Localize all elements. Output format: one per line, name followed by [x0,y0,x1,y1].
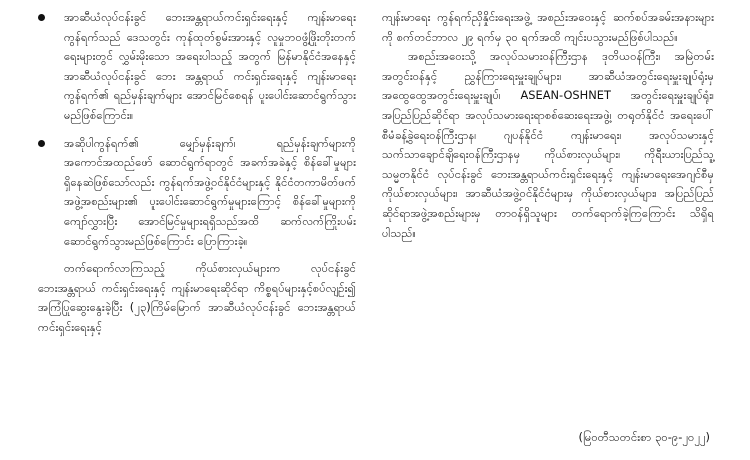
left-column [38,8,356,338]
body-paragraph: ကျန်းမာရေး ကွန်ရက်ညှိနှိုင်းရေးအဖွဲ့ အစည်းအဝေးနှင့် ဆက်စပ်အခမ်းအနားများကို စက်တင်ဘာလ ၂၉ ရက်မှ ၃၀ ရက်အထိ ကျင်းပသွားမည်ဖြစ်ပါသည်။ [382,10,714,44]
bullet-text: အာဆီယံလုပ်ငန်းခွင် ဘေးအန္တရာယ်ကင်းရှင်းရေးနှင့် ကျန်းမာရေးကွန်ရက်သည် ဒေသတွင်း ကုန်ထုတ်စွမ်းအားနှင့် လူမှုဘဝဖွံ့ဖြိုးတိုးတက်ရေးများတွင် လွှမ်းမိုးသော အရေးပါသည့် အတွက် မြန်မာနိုင်ငံအနေနှင့် အာဆီယံလုပ်ငန်းခွင် ဘေး အန္တရာယ် ကင်းရှင်းရေးနှင့် ကျန်းမာရေးကွန်ရက်၏ ရည်မှန်းချက်များ အောင်မြင်စေရန် ပူးပေါင်းဆောင်ရွက်သွားမည်ဖြစ်ကြောင်း။ [64,10,356,122]
bullet-item [38,8,356,126]
bullet-icon [38,14,45,21]
bullet-icon [38,140,45,147]
body-paragraph: တက်ရောက်လာကြသည့် ကိုယ်စားလှယ်များက လုပ်ငန်းခွင်ဘေးအန္တရာယ် ကင်းရှင်းရေးနှင့် ကျန်းမာရေးဆိုင်ရာ ကိစ္စရပ်များနှင့်စပ်လျဉ်း၍ အကြံပြုဆွေးနွေးခဲ့ပြီး (၂၃)ကြိမ်မြောက် အာဆီယံလုပ်ငန်းခွင် ဘေးအန္တရာယ်ကင်းရှင်းရေးနှင့် [38,261,356,334]
source-credit: (မြဝတီသတင်းစာ ၃၀-၉-၂၀၂၂) [578,430,710,444]
body-paragraph: အစည်းအဝေးသို့ အလုပ်သမားဝန်ကြီးဌာန ဒုတိယဝန်ကြီး၊ အမြဲတမ်းအတွင်းဝန်နှင့် ညွှန်ကြားရေးမှူးချုပ်များ၊ အာဆီယံအတွင်းရေးမှူးချုပ်ရုံးမှ အထွေထွေအတွင်းရေးမှူးချုပ်၊ ASEAN-OSHNET အတွင်းရေးမှူးချုပ်ရုံး၊ အပြည်ပြည်ဆိုင်ရာ အလုပ်သမားရေးရာစစ်ဆေးရေးအဖွဲ့၊ တရုတ်နိုင်ငံ အရေးပေါ်စီမံခန့်ခွဲရေးဝန်ကြီးဌာန၊ ဂျပန်နိုင်ငံ ကျန်းမာရေး၊ အလုပ်သမားနှင့် သက်သာချောင်ချိရေးဝန်ကြီးဌာနမှ ကိုယ်စားလှယ်များ၊ ကိုရီးယားပြည်သူ့သမ္မတနိုင်ငံ လုပ်ငန်းခွင် ဘေးအန္တရာယ်ကင်းရှင်းရေးနှင့် ကျန်းမာရေးအေဂျင်စီမှ ကိုယ်စားလှယ်များ၊ အာဆီယံအဖွဲ့ဝင်နိုင်ငံများမှ ကိုယ်စားလှယ်များ၊ အပြည်ပြည်ဆိုင်ရာအဖွဲ့အစည်းများမှ တာဝန်ရှိသူများ တက်ရောက်ခဲ့ကြကြောင်း သိရှိရပါသည်။ [382,49,714,240]
bullet-item [38,134,356,252]
right-column [382,8,714,243]
bullet-text: အဆိုပါကွန်ရက်၏ မျှော်မှန်းချက်၊ ရည်မှန်းချက်များကို အကောင်အထည်ဖော် ဆောင်ရွက်ရာတွင် အခက်အခဲနှင့် စိန်ခေါ်မှုများ ရှိနေဆဲဖြစ်သော်လည်း ကွန်ရက်အဖွဲ့ဝင်နိုင်ငံများနှင့် နိုင်ငံတကာမိတ်ဖက်အဖွဲ့အစည်းများ၏ ပူးပေါင်းဆောင်ရွက်မှုများကြောင့် စိန်ခေါ်မှုများကို ကျော်လွှားပြီး အောင်မြင်မှုများရရှိသည်အထိ ဆက်လက်ကြိုးပမ်းဆောင်ရွက်သွားမည်ဖြစ်ကြောင်း ပြောကြားခဲ့။ [64,135,356,248]
